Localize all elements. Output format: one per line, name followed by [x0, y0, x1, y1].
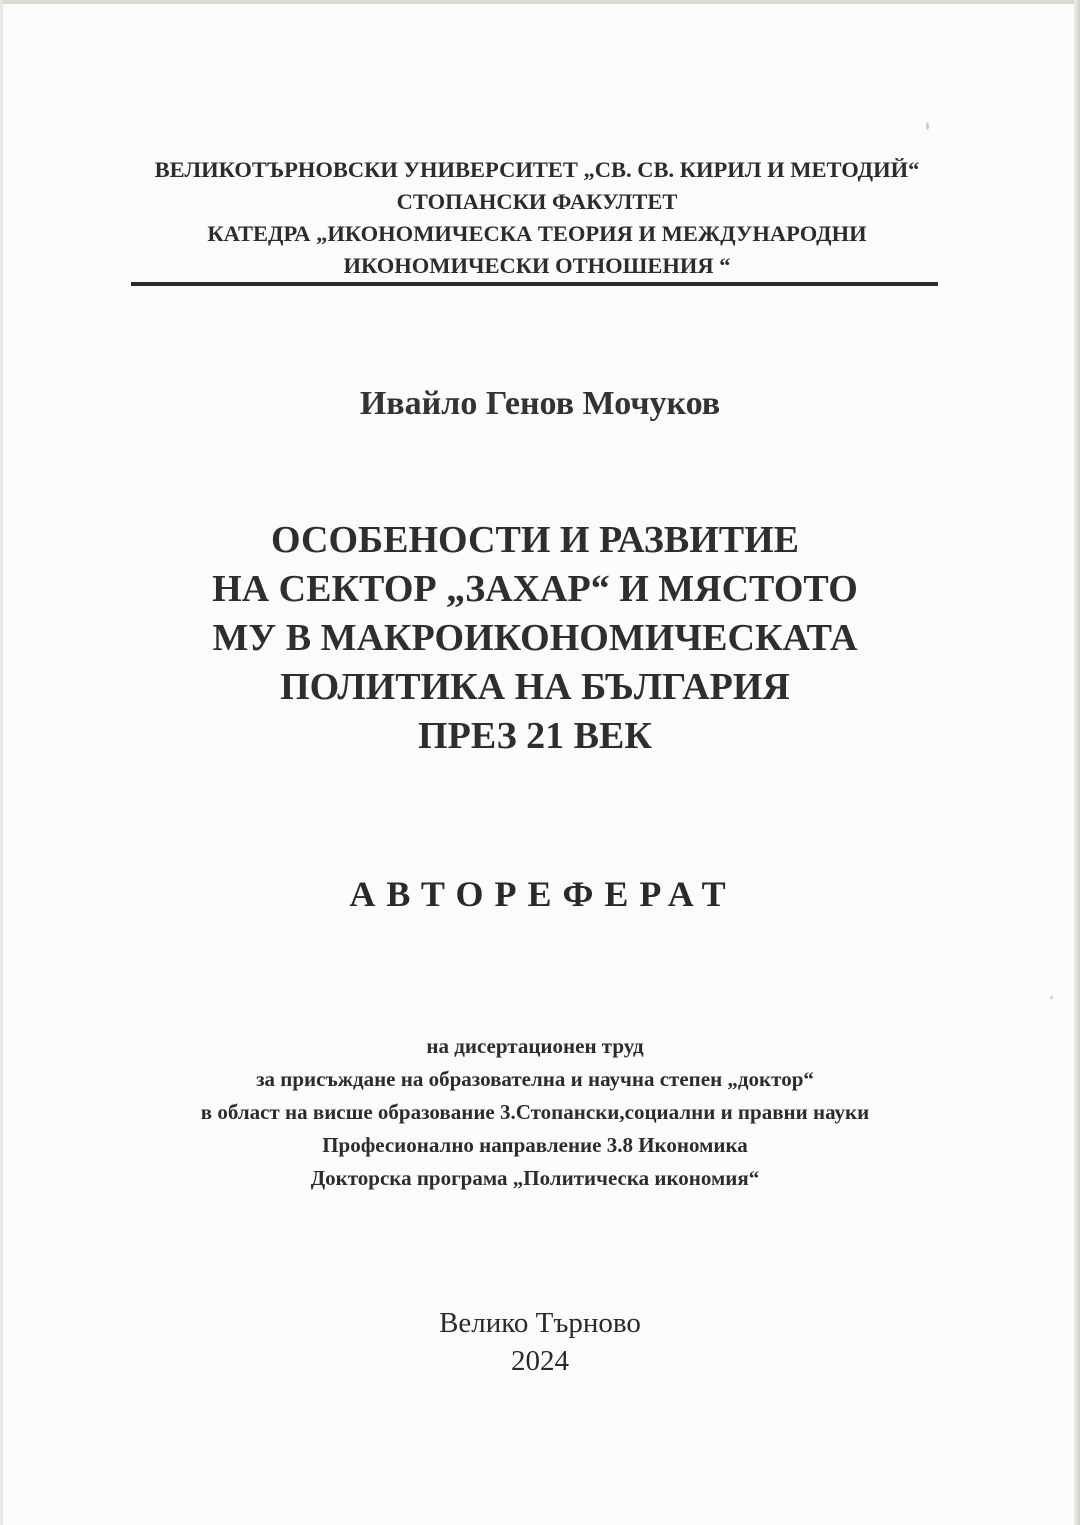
- scan-edge-top: [0, 0, 1080, 4]
- dissertation-title: [150, 516, 920, 761]
- title-line-3: МУ В МАКРОИКОНОМИЧЕСКАТА: [212, 617, 858, 659]
- city: Велико Търново: [439, 1307, 641, 1339]
- title-line-1: ОСОБЕНОСТИ И РАЗВИТИЕ: [270, 519, 800, 561]
- institution-header: [135, 154, 939, 282]
- scan-edge-left: [0, 0, 3, 1525]
- faculty-line: СТОПАНСКИ ФАКУЛТЕТ: [396, 189, 678, 214]
- scan-edge-right: [1074, 0, 1080, 1525]
- title-line-4: ПОЛИТИКА НА БЪЛГАРИЯ: [280, 666, 790, 708]
- title-line-5: ПРЕЗ 21 ВЕК: [418, 715, 652, 757]
- description-line-4: Професионално направление 3.8 Икономика: [322, 1133, 748, 1157]
- scan-speck: [926, 122, 929, 130]
- title-line-2: НА СЕКТОР „ЗАХАР“ И МЯСТОТО: [212, 568, 858, 610]
- header-divider: [131, 282, 938, 286]
- author-name: Ивайло Генов Мочуков: [359, 385, 721, 422]
- dissertation-description: [120, 1030, 950, 1195]
- university-line: ВЕЛИКОТЪРНОВСКИ УНИВЕРСИТЕТ „СВ. СВ. КИРИЛ И МЕТОДИЙ“: [154, 157, 920, 182]
- document-type: АВТОРЕФЕРАТ: [349, 874, 737, 914]
- scan-speck: [1050, 996, 1053, 999]
- publication-place: [0, 1304, 1080, 1380]
- description-line-3: в област на висше образование 3.Стопански,социални и правни науки: [200, 1100, 870, 1124]
- year: 2024: [511, 1345, 569, 1377]
- department-line-1: КАТЕДРА „ИКОНОМИЧЕСКА ТЕОРИЯ И МЕЖДУНАРОДНИ: [207, 221, 867, 246]
- description-line-1: на дисертационен труд: [426, 1034, 644, 1058]
- description-line-2: за присъждане на образователна и научна степен „доктор“: [256, 1067, 814, 1091]
- description-line-5: Докторска програма „Политическа икономия“: [310, 1166, 760, 1190]
- department-line-2: ИКОНОМИЧЕСКИ ОТНОШЕНИЯ “: [343, 253, 731, 278]
